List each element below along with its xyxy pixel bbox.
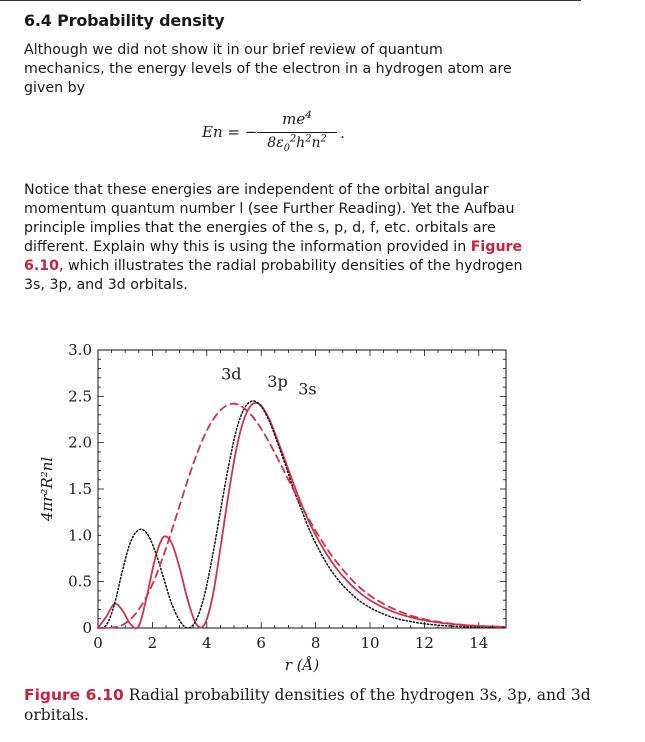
- series-3p-line: [98, 401, 506, 628]
- caption-label: Figure 6.10: [24, 686, 124, 704]
- x-tick-label: 4: [202, 634, 212, 652]
- equation-period: .: [340, 124, 345, 142]
- y-tick-label: 3.0: [68, 341, 92, 359]
- caption-text: Radial probability densities of the hydrogen 3s, 3p, and 3d orbitals.: [24, 686, 591, 724]
- figure-reference-link[interactable]: Figure 6.10: [24, 239, 523, 274]
- y-tick-label: 0.5: [68, 572, 92, 591]
- question-before-ref: Notice that these energies are independent of the orbital angular momentum quantum number l (see Further Reading). Yet the Aufbau principle implies that the energies of the s, p, d, f, etc. orbitals are different. Explain why this is using the information provided in: [24, 182, 515, 255]
- x-tick-label: 10: [360, 634, 380, 652]
- equation-lhs: En = −: [202, 123, 258, 141]
- x-tick-label: 8: [310, 634, 321, 652]
- equation-denominator: $8\varepsilon_0^2h^2n^2$: [267, 133, 327, 154]
- top-rule: [0, 0, 581, 1]
- x-tick-label: 6: [256, 634, 266, 652]
- y-tick-label: 1.5: [68, 480, 92, 498]
- figure-caption: [24, 685, 624, 725]
- y-tick-label: 2.0: [68, 433, 92, 452]
- x-tick-label: 14: [469, 634, 489, 652]
- section-heading: 6.4 Probability density: [24, 11, 225, 30]
- curve-label-3s: 3s: [298, 379, 317, 399]
- equation-fraction: [257, 109, 337, 154]
- y-axis-label: 4πr²R²nl: [38, 456, 56, 522]
- paragraph-question-text: [24, 181, 524, 295]
- curve-label-3p: 3p: [267, 372, 288, 392]
- paragraph-question: [24, 181, 524, 295]
- chart-labels: [38, 341, 488, 674]
- paragraph-intro: [24, 41, 524, 98]
- series-3s-line: [98, 403, 506, 629]
- question-after-ref: , which illustrates the radial probability densities of the hydrogen 3s, 3p, and 3d orbitals.: [24, 258, 523, 293]
- y-tick-label: 1.0: [68, 526, 92, 545]
- paragraph-intro-text: Although we did not show it in our brief review of quantum mechanics, the energy levels of the electron in a hydrogen atom are given by: [24, 42, 512, 96]
- x-tick-label: 2: [147, 634, 158, 652]
- x-tick-label: 0: [93, 634, 103, 652]
- radial-probability-chart: [0, 330, 645, 685]
- series-3d-line: [98, 404, 506, 628]
- x-axis-label: r (Å): [284, 656, 320, 674]
- curve-label-3d: 3d: [221, 364, 242, 384]
- chart-series: [98, 401, 506, 628]
- y-tick-label: 2.5: [68, 387, 92, 406]
- equation-numerator: $me^4$: [282, 109, 312, 128]
- y-tick-label: 0: [82, 619, 92, 637]
- x-tick-label: 12: [414, 634, 434, 652]
